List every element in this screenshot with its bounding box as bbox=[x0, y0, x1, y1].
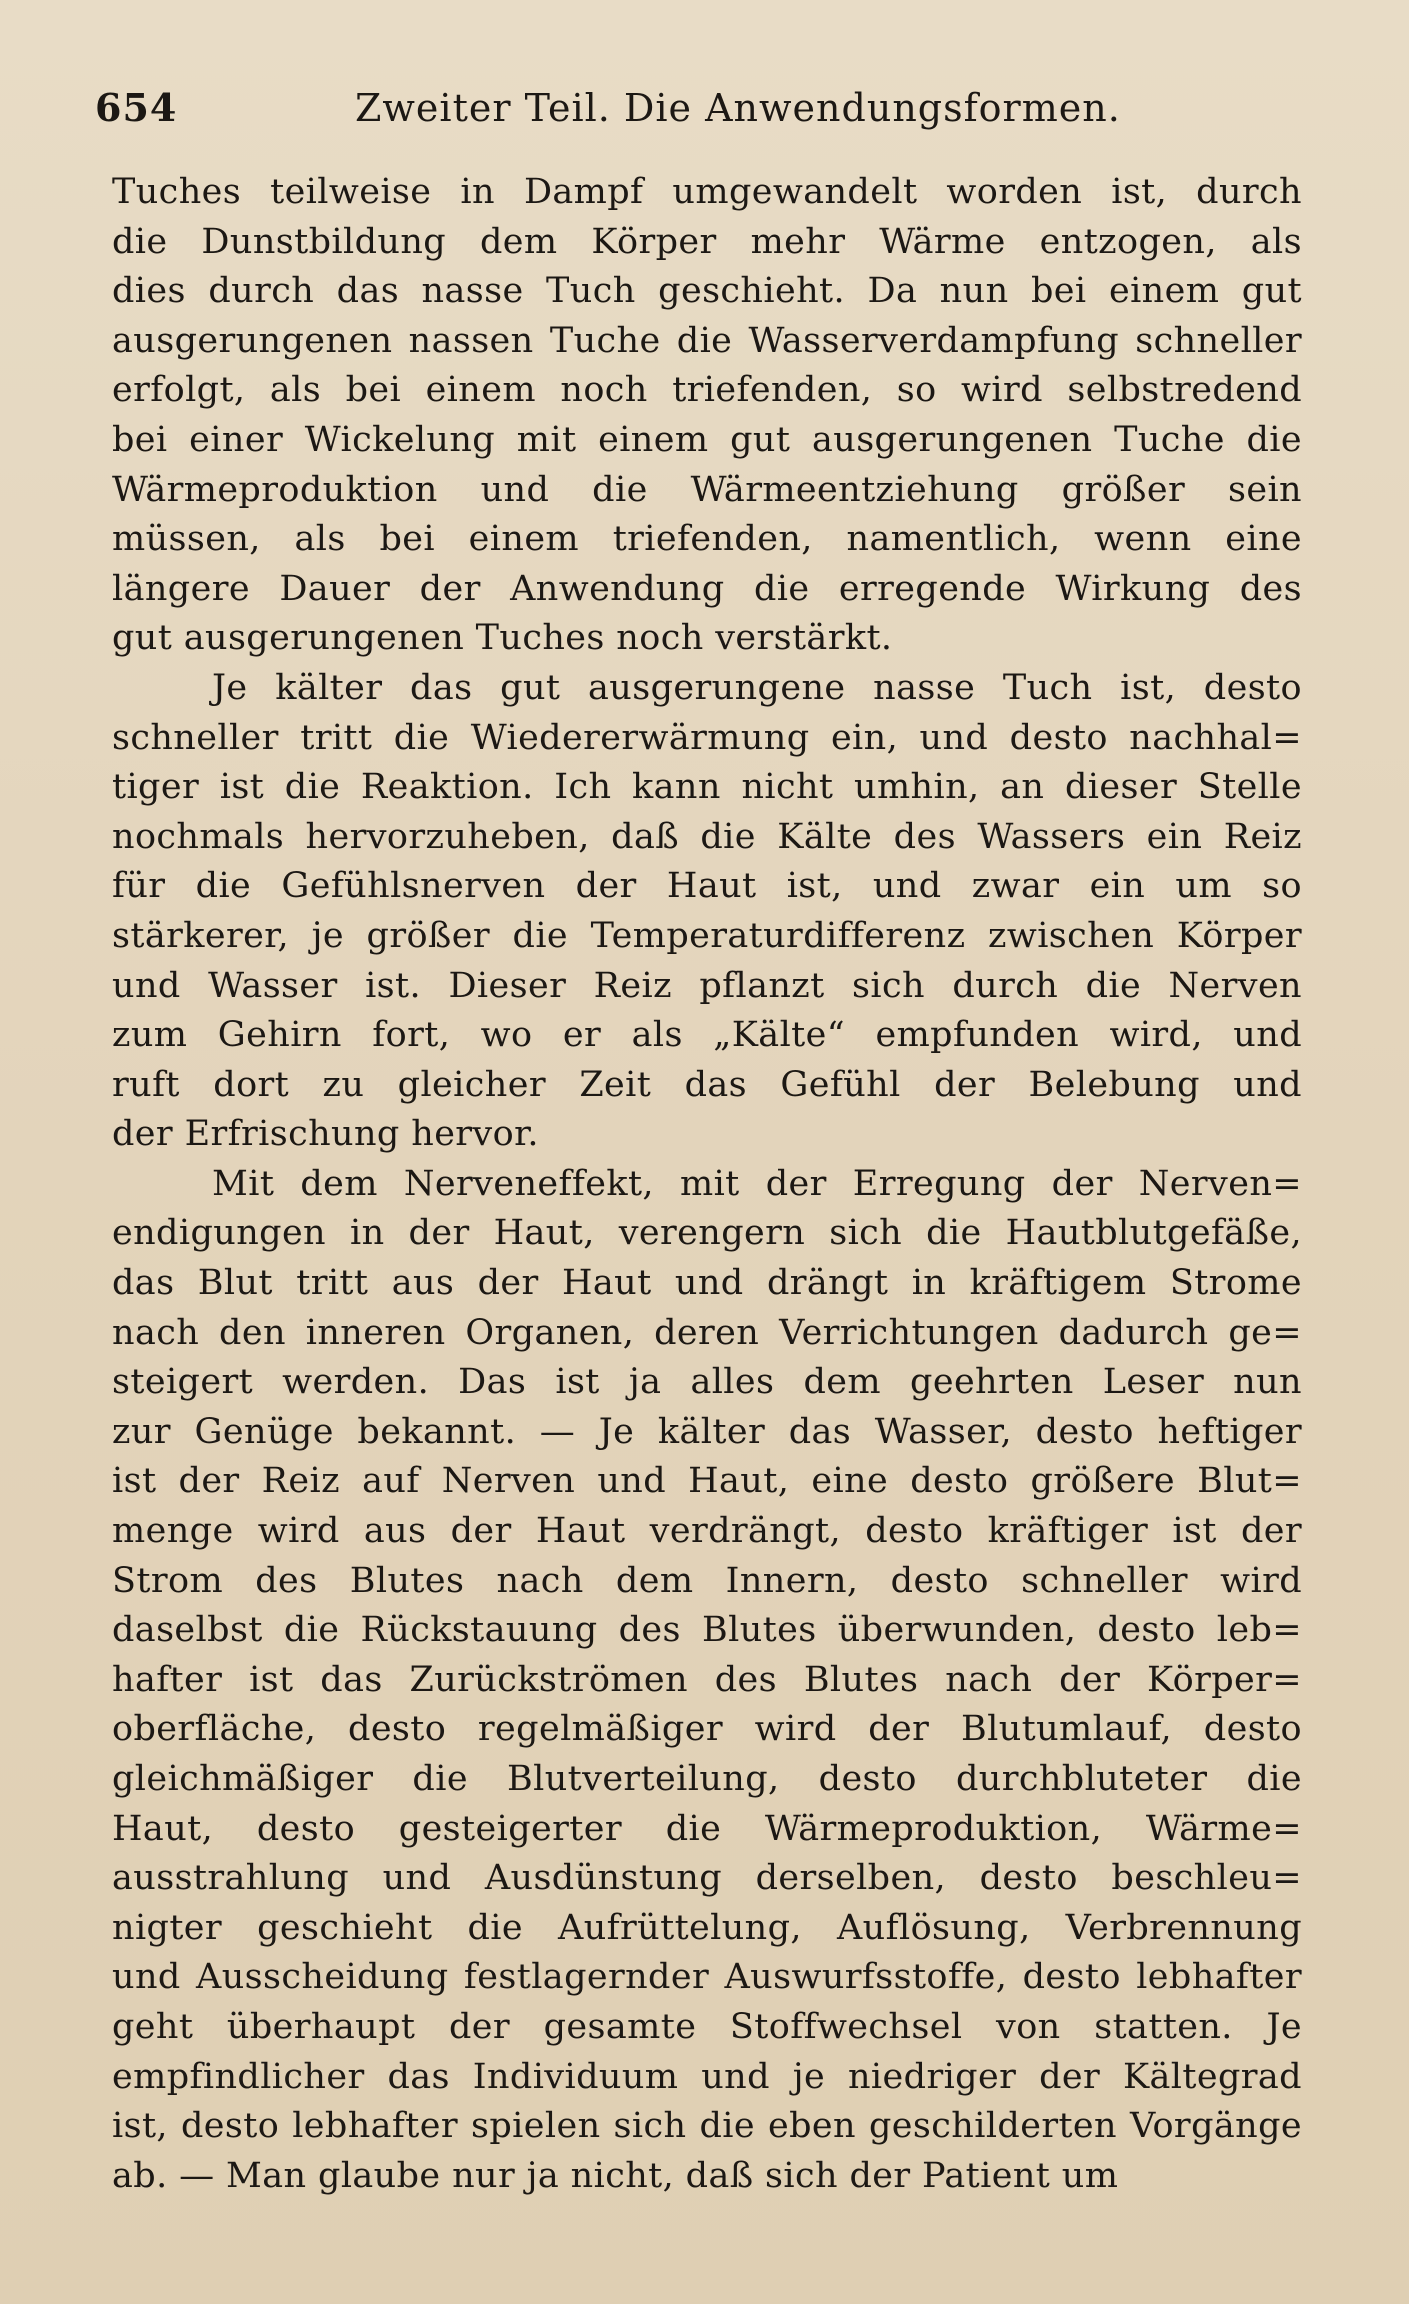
text-line: bei einer Wickelung mit einem gut ausgerungenen Tuche die bbox=[112, 419, 1302, 460]
text-line: zur Genüge bekannt. — Je kälter das Wasser, desto heftiger bbox=[112, 1411, 1302, 1452]
text-line: gleichmäßiger die Blutverteilung, desto durchbluteter die bbox=[112, 1759, 1302, 1799]
paragraph bbox=[112, 168, 1302, 664]
text-line: das Blut tritt aus der Haut und drängt in kräftigem Strome bbox=[112, 1263, 1302, 1304]
text-line: ist der Reiz auf Nerven und Haut, eine desto größere Blut= bbox=[112, 1461, 1302, 1502]
text-line: dies durch das nasse Tuch geschieht. Da nun bei einem gut bbox=[112, 271, 1302, 312]
text-line: Wärmeproduktion und die Wärmeentziehung größer sein bbox=[112, 469, 1302, 510]
text-line: tiger ist die Reaktion. Ich kann nicht umhin, an dieser Stelle bbox=[112, 767, 1302, 808]
text-line: für die Gefühlsnerven der Haut ist, und zwar ein um so bbox=[112, 866, 1302, 907]
text-line: stärkerer, je größer die Temperaturdifferenz zwischen Körper bbox=[112, 915, 1302, 956]
body-text bbox=[112, 168, 1302, 2201]
text-line: Je kälter das gut ausgerungene nasse Tuch ist, desto bbox=[212, 667, 1302, 708]
text-line: Mit dem Nerveneffekt, mit der Erregung der Nerven= bbox=[212, 1163, 1302, 1204]
text-line: zum Gehirn fort, wo er als „Kälte“ empfunden wird, und bbox=[112, 1015, 1302, 1056]
text-line: nigter geschieht die Aufrüttelung, Auflösung, Verbrennung bbox=[112, 1907, 1302, 1948]
paragraph bbox=[112, 1160, 1302, 2201]
text-line: und Ausscheidung festlagernder Auswurfsstoffe, desto lebhafter bbox=[112, 1957, 1302, 1998]
text-line: und Wasser ist. Dieser Reiz pflanzt sich durch die Nerven bbox=[112, 965, 1302, 1006]
text-line: empfindlicher das Individuum und je niedriger der Kältegrad bbox=[112, 2056, 1302, 2097]
text-line: ab. — Man glaube nur ja nicht, daß sich der Patient um bbox=[112, 2155, 1119, 2196]
text-line: der Erfrischung hervor. bbox=[112, 1114, 539, 1155]
text-line: nochmals hervorzuheben, daß die Kälte des Wassers ein Reiz bbox=[112, 816, 1302, 857]
page-number: 654 bbox=[95, 85, 178, 130]
text-line: endigungen in der Haut, verengern sich die Hautblutgefäße, bbox=[112, 1213, 1302, 1254]
text-line: ist, desto lebhafter spielen sich die eben geschilderten Vorgänge bbox=[112, 2106, 1302, 2147]
text-line: ausstrahlung und Ausdünstung derselben, desto beschleu= bbox=[112, 1858, 1302, 1899]
paragraph bbox=[112, 664, 1302, 1160]
text-line: ausgerungenen nassen Tuche die Wasserverdampfung schneller bbox=[112, 320, 1302, 361]
text-line: nach den inneren Organen, deren Verrichtungen dadurch ge= bbox=[112, 1312, 1302, 1353]
text-line: ruft dort zu gleicher Zeit das Gefühl der Belebung und bbox=[112, 1064, 1302, 1105]
text-line: Tuches teilweise in Dampf umgewandelt worden ist, durch bbox=[112, 172, 1302, 212]
text-line: Strom des Blutes nach dem Innern, desto schneller wird bbox=[112, 1560, 1302, 1601]
text-line: längere Dauer der Anwendung die erregende Wirkung des bbox=[112, 568, 1302, 609]
page-header bbox=[95, 78, 1300, 138]
text-line: erfolgt, als bei einem noch triefenden, so wird selbstredend bbox=[112, 370, 1302, 411]
text-line: oberfläche, desto regelmäßiger wird der Blutumlauf, desto bbox=[112, 1709, 1302, 1750]
text-line: steigert werden. Das ist ja alles dem geehrten Leser nun bbox=[112, 1362, 1302, 1403]
text-line: müssen, als bei einem triefenden, namentlich, wenn eine bbox=[112, 519, 1302, 560]
text-line: menge wird aus der Haut verdrängt, desto kräftiger ist der bbox=[112, 1511, 1302, 1552]
text-line: schneller tritt die Wiedererwärmung ein, und desto nachhal= bbox=[112, 717, 1302, 758]
text-line: Haut, desto gesteigerter die Wärmeproduktion, Wärme= bbox=[112, 1808, 1302, 1849]
text-line: daselbst die Rückstauung des Blutes überwunden, desto leb= bbox=[112, 1610, 1302, 1651]
text-line: die Dunstbildung dem Körper mehr Wärme entzogen, als bbox=[112, 221, 1302, 262]
running-head: Zweiter Teil. Die Anwendungsformen. bbox=[355, 86, 1121, 130]
text-line: gut ausgerungenen Tuches noch verstärkt. bbox=[112, 618, 893, 659]
text-line: geht überhaupt der gesamte Stoffwechsel von statten. Je bbox=[112, 2006, 1302, 2047]
text-line: hafter ist das Zurückströmen des Blutes nach der Körper= bbox=[112, 1659, 1302, 1700]
